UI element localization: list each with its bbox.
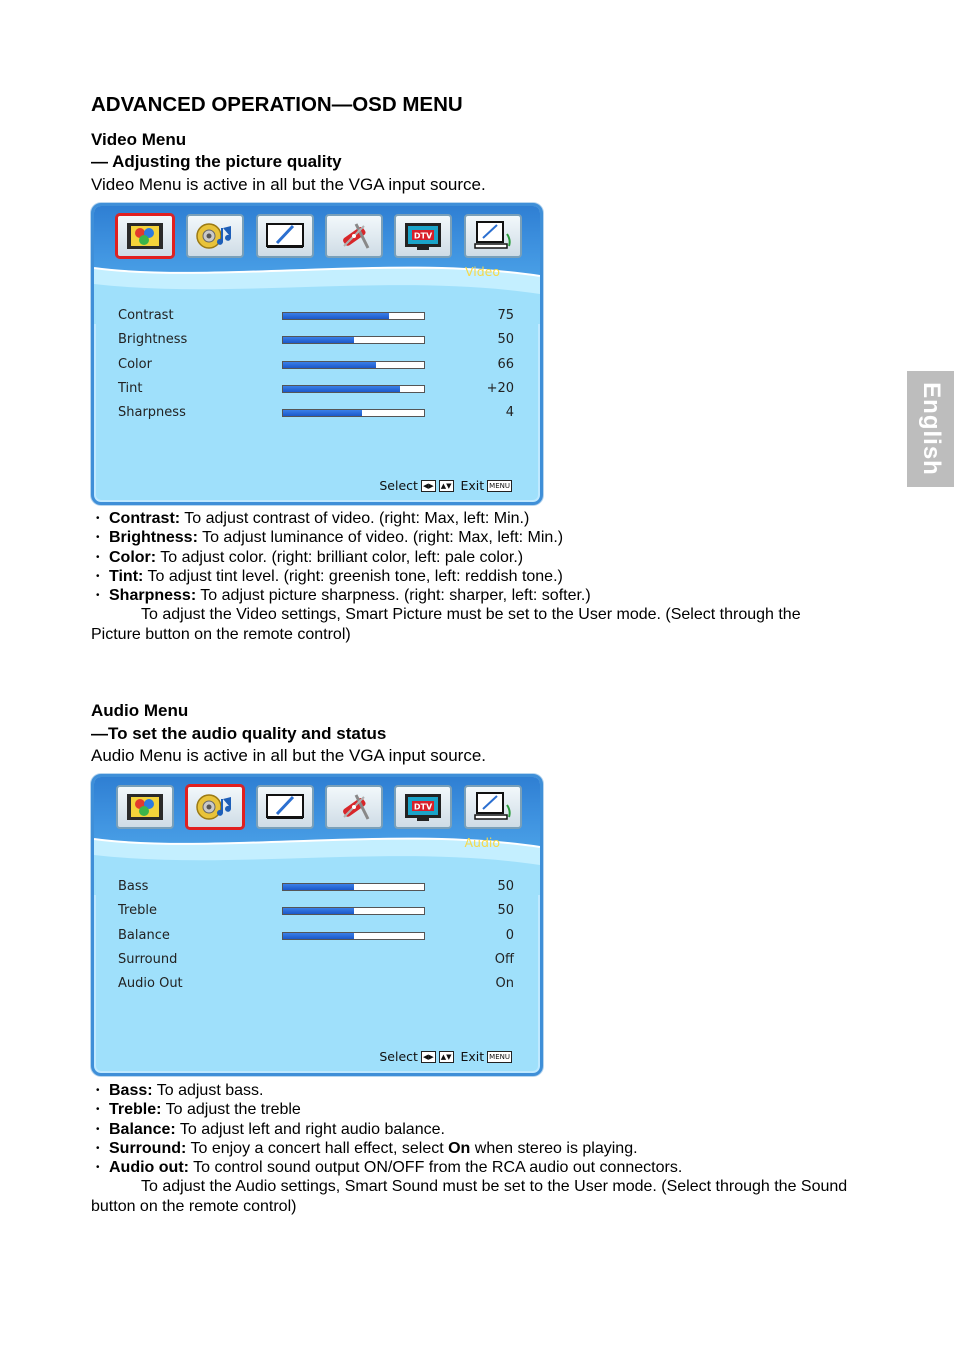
osd-level-bar[interactable] xyxy=(282,932,425,940)
osd-menu-name: Video xyxy=(464,264,500,279)
osd-level-fill xyxy=(283,337,354,343)
bullet-item xyxy=(96,1158,682,1177)
bullet-text: To adjust the treble xyxy=(161,1101,301,1119)
osd-row-value: 0 xyxy=(505,927,514,943)
audio-menu-intro: Audio Menu is active in all but the VGA input source. xyxy=(91,746,487,765)
osd-level-fill xyxy=(283,313,389,319)
bullet-item xyxy=(96,1100,682,1119)
audio-note xyxy=(91,1177,851,1217)
bullet-dot: • xyxy=(96,532,100,544)
osd-row-label: Bass xyxy=(118,879,149,894)
bullet-text: To adjust luminance of video. (right: Max, left: Min.) xyxy=(197,529,564,547)
osd-level-bar[interactable] xyxy=(282,385,425,393)
bullet-item xyxy=(96,1139,682,1158)
dtv-icon[interactable] xyxy=(394,785,452,829)
bullet-term: Surround: xyxy=(109,1139,187,1157)
osd-level-bar[interactable] xyxy=(282,361,425,369)
osd-level-fill xyxy=(283,362,376,368)
osd-row-label: Color xyxy=(118,356,152,372)
bullet-text: To adjust tint level. (right: greenish tone, left: reddish tone.) xyxy=(143,567,563,585)
updown-keys-icon: ▲▼ xyxy=(440,481,452,490)
osd-level-fill xyxy=(283,386,400,392)
video-menu-subtitle: — Adjusting the picture quality xyxy=(91,152,342,171)
bullet-term: Sharpness: xyxy=(109,587,197,605)
video-note xyxy=(91,605,851,645)
audio-osd-screenshot xyxy=(91,774,543,1076)
bullet-text: To adjust contrast of video. (right: Max, left: Min.) xyxy=(180,510,530,527)
video-osd-screenshot xyxy=(91,203,543,505)
svg-text:DTV: DTV xyxy=(413,231,433,241)
pc-monitor-icon[interactable] xyxy=(464,785,522,829)
osd-menu-name: Audio xyxy=(464,835,500,850)
osd-level-bar[interactable] xyxy=(282,907,425,915)
osd-level-fill xyxy=(283,933,354,939)
bullet-text: To adjust picture sharpness. (right: sharper, left: softer.) xyxy=(196,587,591,605)
osd-level-fill xyxy=(283,410,362,416)
footer-select-label: Select xyxy=(379,1049,418,1064)
video-note-text: To adjust the Video settings, Smart Picture must be set to the User mode. (Select through the Picture button on the remote control) xyxy=(91,606,801,643)
setup-icon[interactable] xyxy=(256,214,314,258)
osd-row-label: Audio Out xyxy=(118,976,183,992)
osd-row-label: Sharpness xyxy=(118,405,186,421)
bullet-item xyxy=(96,586,591,605)
bullet-dot: • xyxy=(96,1104,100,1116)
video-bullet-list xyxy=(96,509,591,605)
bullet-bold-word: On xyxy=(448,1139,471,1157)
osd-row-label: Surround xyxy=(118,951,178,967)
audio-bullet-list xyxy=(96,1081,682,1177)
footer-exit-label: Exit xyxy=(460,478,485,493)
bullet-dot: • xyxy=(96,513,100,524)
osd-row-value: +20 xyxy=(486,380,514,396)
osd-row-value: On xyxy=(495,976,514,992)
bullet-item xyxy=(96,1081,682,1100)
bullet-dot: • xyxy=(96,551,100,563)
video-menu-intro: Video Menu is active in all but the VGA input source. xyxy=(91,175,486,194)
osd-level-bar[interactable] xyxy=(282,336,425,344)
osd-level-bar[interactable] xyxy=(282,409,425,417)
menu-key-icon: MENU xyxy=(489,1052,510,1061)
menu-key-icon: MENU xyxy=(489,481,510,490)
page-heading: ADVANCED OPERATION—OSD MENU xyxy=(91,93,463,116)
bullet-term: Treble: xyxy=(109,1101,162,1119)
osd-row-value: 66 xyxy=(497,356,514,372)
osd-row-label: Contrast xyxy=(118,308,174,323)
footer-exit-label: Exit xyxy=(460,1049,485,1064)
bullet-dot: • xyxy=(96,1085,100,1096)
osd-level-bar[interactable] xyxy=(282,883,425,891)
bullet-term: Bass: xyxy=(109,1082,153,1099)
language-tab xyxy=(907,371,954,487)
bullet-term: Color: xyxy=(109,548,157,566)
bullet-text: To adjust bass. xyxy=(152,1082,264,1099)
osd-row-label: Treble xyxy=(118,903,157,919)
osd-row-value: Off xyxy=(494,951,514,967)
bullet-item xyxy=(96,567,591,586)
language-tab-label: English xyxy=(917,382,945,476)
pc-monitor-icon[interactable] xyxy=(464,214,522,258)
bullet-text: To control sound output ON/OFF from the RCA audio out connectors. xyxy=(188,1159,683,1177)
osd-row-value: 75 xyxy=(497,308,514,323)
footer-select-label: Select xyxy=(379,478,418,493)
audio-icon[interactable] xyxy=(186,214,244,258)
updown-keys-icon: ▲▼ xyxy=(440,1052,452,1061)
osd-row-label: Brightness xyxy=(118,332,188,348)
dtv-icon[interactable] xyxy=(394,214,452,258)
osd-level-fill xyxy=(283,908,354,914)
bullet-term: Contrast: xyxy=(109,510,181,527)
bullet-dot: • xyxy=(96,1142,100,1154)
osd-footer xyxy=(379,478,512,493)
audio-menu-subtitle: —To set the audio quality and status xyxy=(91,724,387,743)
bullet-dot: • xyxy=(96,570,100,582)
svg-text:DTV: DTV xyxy=(413,802,433,812)
tools-icon[interactable] xyxy=(325,785,383,829)
picture-icon[interactable] xyxy=(116,214,174,258)
osd-row-label: Tint xyxy=(118,380,143,396)
picture-icon[interactable] xyxy=(116,785,174,829)
osd-row-value: 50 xyxy=(497,332,514,348)
arrow-keys-icon: ◀▶ xyxy=(422,481,434,490)
osd-row-value: 50 xyxy=(497,879,514,894)
bullet-term: Audio out: xyxy=(109,1159,189,1177)
tools-icon[interactable] xyxy=(325,214,383,258)
audio-menu-title: Audio Menu xyxy=(91,701,189,720)
bullet-tail: when stereo is playing. xyxy=(470,1139,638,1157)
bullet-dot: • xyxy=(96,1162,100,1174)
bullet-term: Brightness: xyxy=(109,529,198,547)
bullet-dot: • xyxy=(96,1123,100,1135)
osd-footer xyxy=(379,1049,512,1064)
osd-level-bar[interactable] xyxy=(282,312,425,320)
bullet-text: To adjust left and right audio balance. xyxy=(175,1120,445,1138)
bullet-term: Balance: xyxy=(109,1120,176,1138)
bullet-text: To enjoy a concert hall effect, select xyxy=(186,1139,449,1157)
bullet-text: To adjust color. (right: brilliant color, left: pale color.) xyxy=(156,548,524,566)
osd-row-value: 4 xyxy=(505,405,514,421)
bullet-dot: • xyxy=(96,590,100,602)
video-menu-title: Video Menu xyxy=(91,130,187,149)
osd-row-label: Balance xyxy=(118,927,170,943)
bullet-item xyxy=(96,1120,682,1139)
bullet-item xyxy=(96,528,591,547)
audio-note-text: To adjust the Audio settings, Smart Sound must be set to the User mode. (Select through the Sound button on the remote control) xyxy=(91,1178,848,1215)
bullet-item xyxy=(96,548,591,567)
osd-level-fill xyxy=(283,884,354,890)
bullet-term: Tint: xyxy=(109,567,144,585)
bullet-item xyxy=(96,509,591,528)
audio-icon[interactable] xyxy=(186,785,244,829)
osd-row-value: 50 xyxy=(497,903,514,919)
arrow-keys-icon: ◀▶ xyxy=(422,1052,434,1061)
setup-icon[interactable] xyxy=(256,785,314,829)
